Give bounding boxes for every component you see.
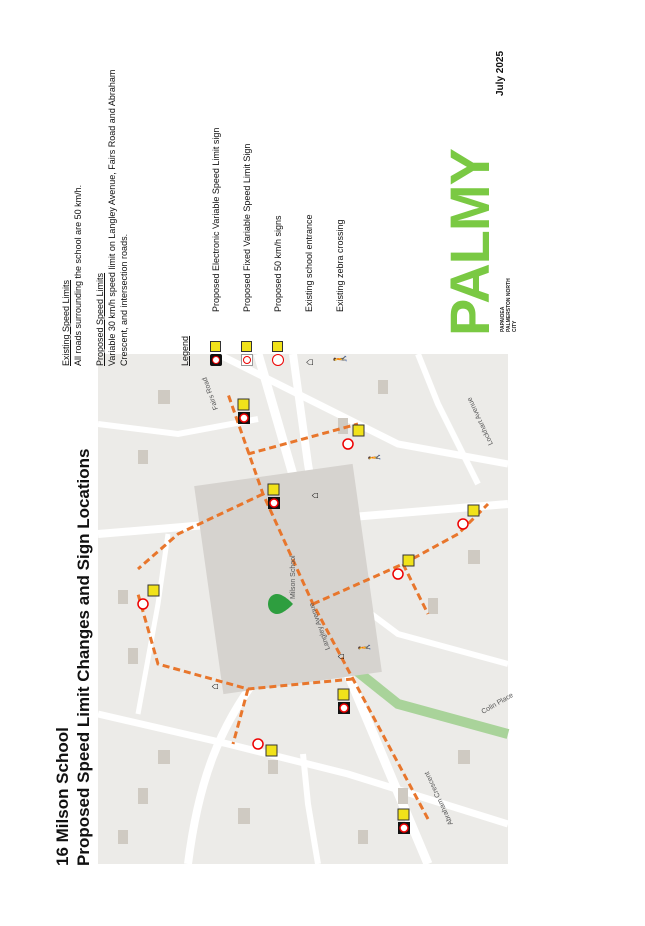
proposed-heading: Proposed Speed Limits — [95, 272, 105, 366]
legend-item — [231, 66, 262, 366]
map-title — [52, 449, 94, 867]
street-label-abraham: Abraham Crescent — [423, 770, 455, 827]
zebra-crossing-icon: 🚶 — [332, 351, 347, 366]
svg-text:⌂: ⌂ — [335, 653, 347, 660]
street-label-colin: Colin Place — [480, 691, 515, 716]
logo-subtext: PAPAIOEA PALMERSTON NORTH CITY — [500, 278, 518, 332]
document-date: July 2025 — [495, 50, 506, 96]
legend-item — [293, 66, 324, 366]
speed-50-sign-icon — [272, 354, 284, 366]
title-line-1: 16 Milson School — [53, 727, 72, 866]
map-panel — [98, 354, 515, 864]
map-canvas — [98, 354, 515, 864]
svg-text:⌂: ⌂ — [209, 683, 221, 690]
legend-heading: Legend — [180, 335, 190, 366]
legend — [180, 66, 355, 366]
existing-heading: Existing Speed Limits — [61, 279, 71, 366]
street-label-fairs: Fairs Road — [201, 376, 220, 411]
school-grounds — [194, 464, 382, 694]
legend-label: Existing school entrance — [303, 214, 314, 312]
svg-text:🚶: 🚶 — [359, 640, 371, 654]
street-label-lockhart: Lockhart Avenue — [466, 395, 495, 447]
palmy-logo — [440, 136, 520, 336]
existing-text: All roads surrounding the school are 50 km/h. — [73, 184, 83, 366]
street-label-school: Milson School — [290, 555, 297, 599]
legend-label: Proposed Electronic Variable Speed Limit sign — [210, 127, 221, 312]
title-line-2: Proposed Speed Limit Changes and Sign Locations — [74, 448, 93, 866]
svg-text:⌂: ⌂ — [309, 492, 321, 499]
legend-item — [200, 66, 231, 366]
legend-item — [262, 66, 293, 366]
speed-limit-notes — [60, 36, 140, 366]
legend-item — [324, 66, 355, 366]
street-label-langley: Langley Avenue — [308, 601, 332, 651]
legend-label: Existing zebra crossing — [334, 219, 345, 312]
school-entrance-icon: ⌂ — [301, 358, 316, 366]
electronic-sign-icon — [210, 354, 222, 366]
svg-text:🚶: 🚶 — [369, 450, 381, 464]
fixed-sign-icon — [241, 354, 253, 366]
logo-word: PALMY — [438, 149, 501, 336]
legend-label: Proposed 50 km/h signs — [272, 215, 283, 312]
proposed-text: Variable 30 km/h speed limit on Langley Avenue, Fairs Road and Abraham Crescent, and intersection roads. — [107, 69, 129, 366]
legend-label: Proposed Fixed Variable Speed Limit Sign — [241, 143, 252, 312]
